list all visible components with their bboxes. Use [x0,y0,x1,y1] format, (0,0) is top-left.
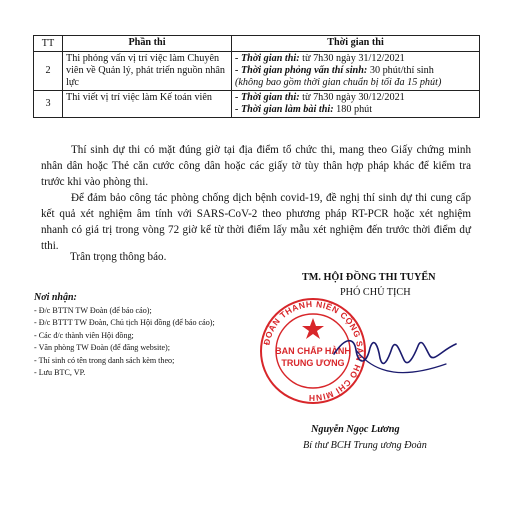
column-header-time: Thời gian thi [232,36,480,52]
time-line [235,77,476,89]
time-label: - Thời gian phỏng vấn thí sinh: [235,65,368,76]
row-part: Thi phỏng vấn vị trí việc làm Chuyên viên về Quản lý, phát triển nguồn nhân lực [63,52,232,91]
column-header-tt: TT [34,36,63,52]
table-header-row [34,36,480,52]
row-time [232,91,480,118]
seal-center-line1: BAN CHẤP HÀNH [275,346,351,356]
row-time [232,52,480,91]
list-item: - Đ/c BTTT TW Đoàn, Chủ tịch Hội đồng (để báo cáo); [34,318,215,328]
signer-position: Bí thư BCH Trung ương Đoàn [303,440,427,451]
handwritten-signature [326,306,476,416]
time-line [235,65,476,77]
column-header-part: Phần thi [63,36,232,52]
time-value: từ 7h30 ngày 31/12/2021 [299,53,405,64]
closing-text: Trân trọng thông báo. [70,251,167,263]
time-label: - Thời gian thi: [235,53,300,64]
list-item: - Văn phòng TW Đoàn (để đăng website); [34,343,170,353]
seal-ring-text: ĐOÀN THANH NIÊN CỘNG SẢN HỒ CHÍ MINH [261,298,366,404]
time-line [235,53,476,65]
recipients-list [34,305,215,379]
time-line [235,104,476,116]
time-label: - Thời gian thi: [235,92,300,103]
signer-title: PHÓ CHỦ TỊCH [340,287,411,298]
time-value: 180 phút [333,104,373,115]
table-row [34,91,480,118]
time-value: từ 7h30 ngày 30/12/2021 [299,92,405,103]
recipients-title: Nơi nhận: [34,292,77,303]
row-part: Thi viết vị trí việc làm Kế toán viên [63,91,232,118]
list-item: - Lưu BTC, VP. [34,368,86,378]
council-name: TM. HỘI ĐỒNG THI TUYỂN [302,272,436,283]
seal-center-line2: TRUNG ƯƠNG [281,358,345,368]
paragraph-documents: Thí sinh dự thi có mặt đúng giờ tại địa điểm tổ chức thi, mang theo Giấy chứng minh nhân dân hoặc Thẻ căn cước công dân hoặc các giấy tờ tùy thân hợp pháp khác để kiểm tra trước khi vào phòng thi. [41,144,471,188]
table-row [34,52,480,91]
time-note: (không bao gồm thời gian chuẩn bị tối đa 15 phút) [235,77,442,88]
exam-schedule-table [33,35,480,118]
list-item: - Đ/c BTTN TW Đoàn (để báo cáo); [34,306,152,315]
time-line [235,92,476,104]
row-number: 2 [34,52,63,91]
time-value: 30 phút/thí sinh [367,65,434,76]
row-number: 3 [34,91,63,118]
time-label: - Thời gian làm bài thi: [235,104,334,115]
paragraph-covid: Để đảm bảo công tác phòng chống dịch bệnh covid-19, đề nghị thí sinh dự thi cung cấp kết quả xét nghiệm âm tính với SARS-CoV-2 theo phương pháp RT-PCR hoặc xét nghiệm nhanh có giá trị trong vòng 72 giờ kể từ thời điểm lấy mẫu xét nghiệm đến trước thời điểm dự tthi. [41,192,471,252]
list-item: - Các đ/c thành viên Hội đồng; [34,330,134,340]
signer-name: Nguyễn Ngọc Lương [311,424,400,435]
list-item: - Thí sinh có tên trong danh sách kèm theo; [34,355,175,365]
